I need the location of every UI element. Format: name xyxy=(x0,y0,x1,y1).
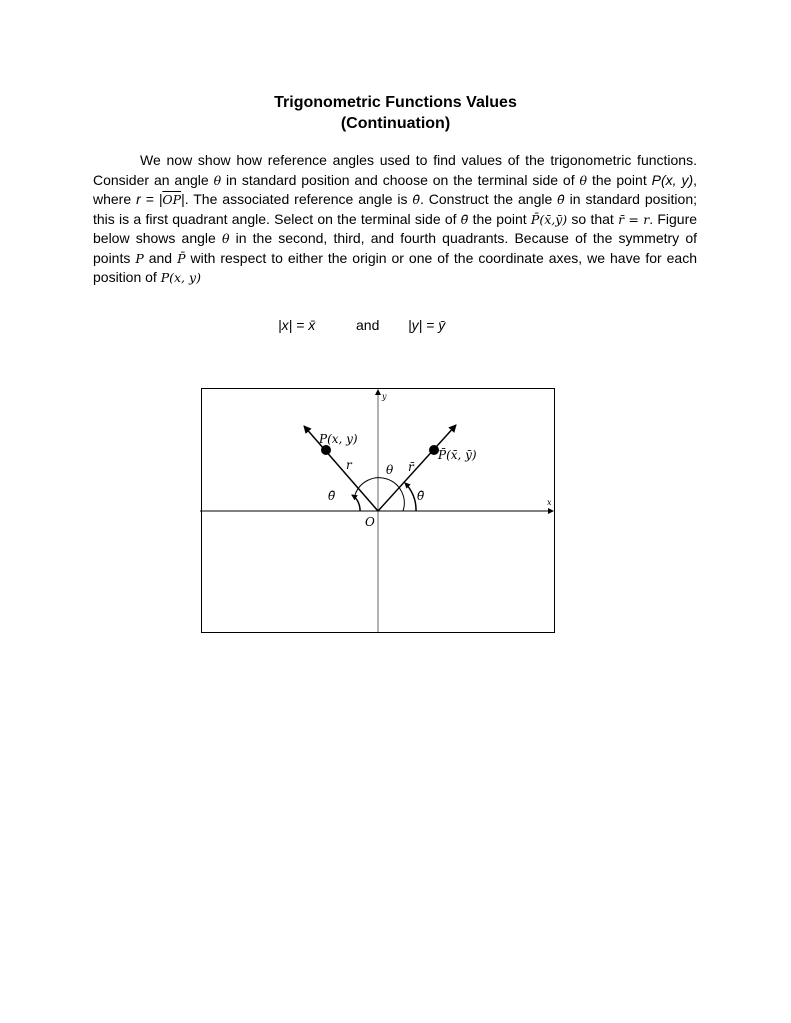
theta-bar-arc-left xyxy=(352,495,360,511)
figure-svg xyxy=(200,385,556,635)
theta-arc xyxy=(355,478,404,511)
theta-bar-right-label: θ̄ xyxy=(417,489,425,503)
equation-abs-x: |x| = x̄ xyxy=(278,317,316,333)
r-bar-label: r̄ xyxy=(408,460,414,474)
theta-bar-symbol: θ̄ xyxy=(460,211,469,227)
r-equation: r = | xyxy=(136,191,163,207)
r-label: r xyxy=(346,458,352,472)
text-run: in standard position; this is a first quadrant angle. Select on the terminal side of xyxy=(93,191,697,227)
text-run: and xyxy=(143,249,178,266)
theta-symbol: θ xyxy=(213,172,222,188)
p-bar-symbol: P̄ xyxy=(177,250,186,266)
body-paragraph xyxy=(93,151,697,288)
text-run: We now show how reference angles used to find values of the trigonometric functions. Consider an angle xyxy=(93,152,697,188)
theta-bar-symbol: θ̄ xyxy=(412,192,420,207)
segment-op: $\overline{OP}$ xyxy=(162,192,182,207)
y-axis-label: y xyxy=(382,392,387,401)
text-run: the point xyxy=(468,210,531,227)
point-p-bar-text: P̄(x̄,ȳ) xyxy=(530,211,568,227)
theta-bar-symbol: θ̄ xyxy=(557,192,565,207)
text-run: so that xyxy=(567,210,619,227)
point-p-bar-label: P̄(x̄, ȳ) xyxy=(438,448,477,462)
text-run: . Figure below shows angle xyxy=(93,210,698,246)
text-run: with respect to either the origin or one of the coordinate axes, we have for each position of xyxy=(93,249,698,285)
theta-symbol: θ xyxy=(221,231,230,246)
point-p-text: P(x, y) xyxy=(651,171,694,188)
origin-label: O xyxy=(365,515,375,529)
theta-label: θ xyxy=(386,463,394,477)
point-p-dot xyxy=(321,445,331,455)
page-subtitle: (Continuation) xyxy=(340,115,451,132)
text-run: in the second, third, and fourth quadrants. Because of the symmetry of points xyxy=(93,230,698,266)
text-run: the point xyxy=(587,171,652,188)
equation-abs-y: |y| = ȳ xyxy=(408,317,446,333)
x-axis-label: x xyxy=(547,498,552,507)
text-run: . Construct the angle xyxy=(419,191,558,207)
theta-bar-left-label: θ̄ xyxy=(328,489,336,503)
equation-and: and xyxy=(356,317,380,333)
p-symbol: P xyxy=(135,250,144,266)
text-run: , where xyxy=(93,171,697,207)
page-title: Trigonometric Functions Values xyxy=(274,94,517,111)
point-p-math: P(x, y) xyxy=(160,270,201,285)
r-bar-equation: r̄ = r xyxy=(618,211,650,227)
text-run: |. The associated reference angle is xyxy=(181,191,413,207)
theta-symbol: θ xyxy=(579,172,588,188)
theta-bar-arc-right xyxy=(405,483,416,511)
reference-angle-figure xyxy=(200,385,556,635)
point-p-label: P(x, y) xyxy=(319,432,358,446)
text-run: in standard position and choose on the terminal side of xyxy=(221,171,580,188)
